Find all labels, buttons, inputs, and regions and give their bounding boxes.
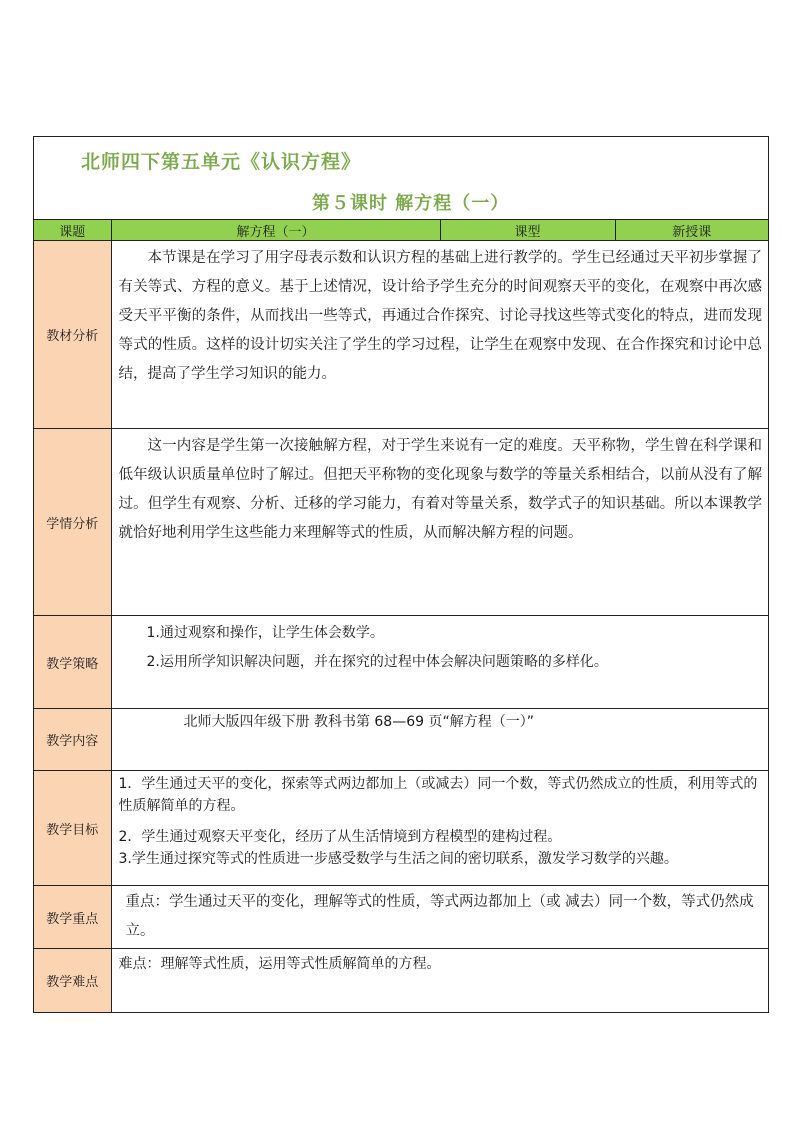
strategy-row xyxy=(34,616,768,709)
lesson-plan-document xyxy=(33,136,769,1013)
student-analysis-cell xyxy=(111,429,768,616)
focus-text: 重点：学生通过天平的变化，理解等式的性质，等式两边都加上（或 减去）同一个数，等式仍然成立。 xyxy=(125,894,754,939)
material-analysis-text: 本节课是在学习了用字母表示数和认识方程的基础上进行教学的。学生已经通过天平初步掌握了有关等式、方程的意义。基于上述情况，设计给予学生充分的时间观察天平的变化，在观察中再次感受天平平衡的条件，从而找出一些等式，再通过合作探究、讨论寻找这些等式变化的特点，进而发现等式的性质。这样的设计切实关注了学生的学习过程，让学生在观察中发现、在合作探究和讨论中总结，提高了学生学习知识的能力。 xyxy=(118,250,762,382)
difficulty-label: 教学难点 xyxy=(34,949,111,1012)
strategy-item: 2.运用所学知识解决问题，并在探究的过程中体会解决问题策略的多样化。 xyxy=(146,654,608,670)
focus-cell xyxy=(111,886,768,949)
document-header xyxy=(34,137,768,220)
type-label: 课型 xyxy=(440,220,615,241)
topic-value: 解方程（一） xyxy=(111,220,440,241)
lesson-plan-table xyxy=(34,220,768,1012)
goals-label: 教学目标 xyxy=(34,771,111,886)
strategy-item: 1.通过观察和操作，让学生体会数学。 xyxy=(146,625,384,641)
material-analysis-row xyxy=(34,241,768,429)
type-value: 新授课 xyxy=(615,220,768,241)
goal-item: 2．学生通过观察天平变化，经历了从生活情境到方程模型的建构过程。 xyxy=(118,829,562,845)
content-text: 北师大版四年级下册 教科书第 68—69 页“解方程（一）” xyxy=(183,714,534,730)
student-analysis-row xyxy=(34,429,768,616)
strategy-label: 教学策略 xyxy=(34,616,111,709)
difficulty-row xyxy=(34,949,768,1012)
student-analysis-label: 学情分析 xyxy=(34,429,111,616)
topic-row xyxy=(34,220,768,241)
material-analysis-label: 教材分析 xyxy=(34,241,111,429)
topic-label: 课题 xyxy=(34,220,111,241)
difficulty-text: 难点：理解等式性质，运用等式性质解简单的方程。 xyxy=(118,956,441,972)
content-label: 教学内容 xyxy=(34,709,111,771)
difficulty-cell xyxy=(111,949,768,1012)
material-analysis-cell xyxy=(111,241,768,429)
strategy-cell xyxy=(111,616,768,709)
content-row xyxy=(34,709,768,771)
content-cell xyxy=(111,709,768,771)
lesson-title: 第５课时 解方程（一） xyxy=(312,193,510,214)
goal-item: 3.学生通过探究等式的性质进一步感受数学与生活之间的密切联系，激发学习数学的兴趣。 xyxy=(118,851,678,867)
goal-item: 1．学生通过天平的变化，探索等式两边都加上（或减去）同一个数，等式仍然成立的性质，利用等式的性质解简单的方程。 xyxy=(118,776,758,814)
student-analysis-text: 这一内容是学生第一次接触解方程，对于学生来说有一定的难度。天平称物，学生曾在科学课和低年级认识质量单位时了解过。但把天平称物的变化现象与数学的等量关系相结合，以前从没有了解过。但学生有观察、分析、迁移的学习能力，有着对等量关系，数学式子的知识基础。所以本课教学就恰好地利用学生这些能力来理解等式的性质，从而解决解方程的问题。 xyxy=(118,438,762,541)
focus-label: 教学重点 xyxy=(34,886,111,949)
unit-title: 北师四下第五单元《认识方程》 xyxy=(81,151,362,173)
focus-row xyxy=(34,886,768,949)
goals-cell xyxy=(111,771,768,886)
goals-row xyxy=(34,771,768,886)
